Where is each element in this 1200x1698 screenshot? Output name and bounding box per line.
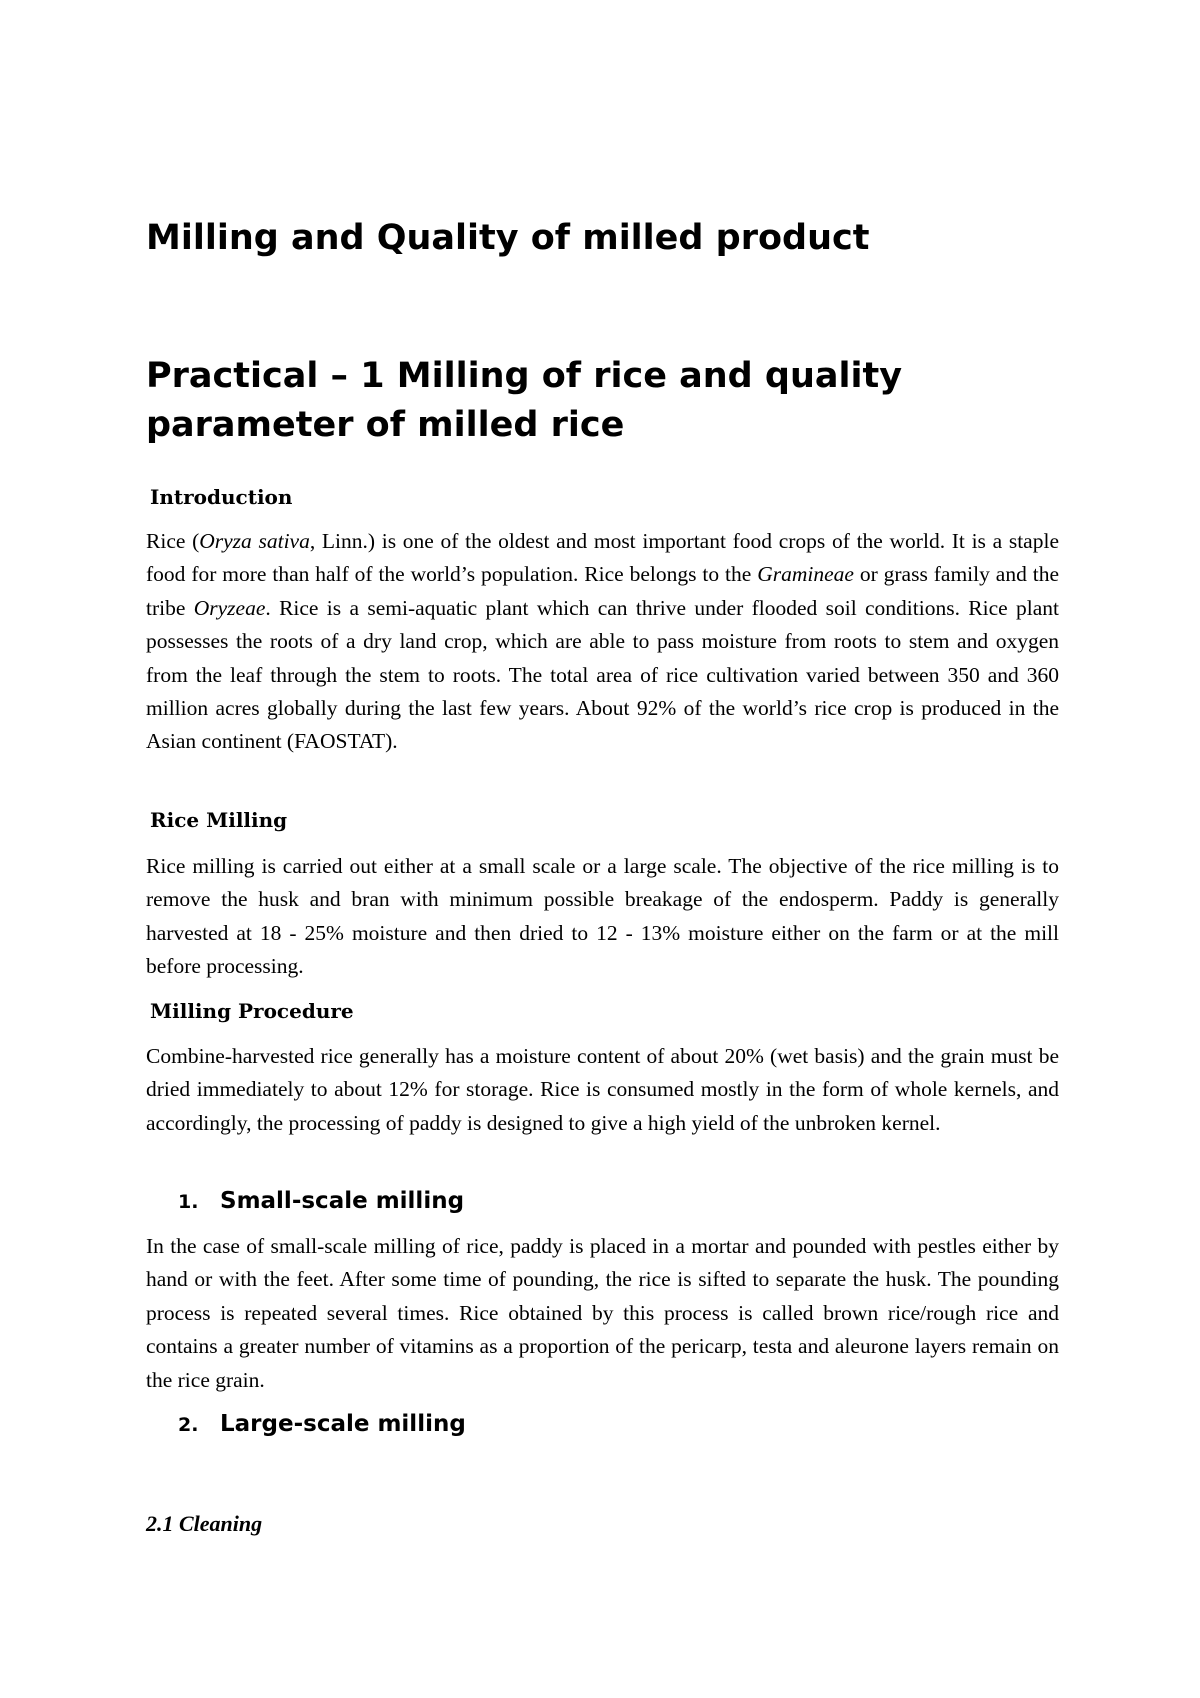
rice-milling-paragraph: Rice milling is carried out either at a small scale or a large scale. The objective of the rice milling is to remove the husk and bran with minimum possible breakage of the endosperm. Paddy is generally harvested at 18 - 25% moisture and then dried to 12 - 13% moisture either on the farm or at the mill before processing. <box>146 854 1059 979</box>
milling-procedure-paragraph: Combine-harvested rice generally has a moisture content of about 20% (wet basis) and the grain must be dried immediately to about 12% for storage. Rice is consumed mostly in the form of whole kernels, and accordingly, the processing of paddy is designed to give a high yield of the unbroken kernel. <box>146 1044 1059 1135</box>
large-scale-number: 2. <box>178 1414 199 1436</box>
introduction-heading: Introduction <box>150 485 293 509</box>
small-scale-title: Small-scale milling <box>220 1188 465 1214</box>
rice-milling-heading: Rice Milling <box>150 808 288 832</box>
intro-italic-oryzeae: Oryzeae <box>193 595 266 620</box>
large-scale-milling-heading <box>178 1407 466 1442</box>
intro-italic-gramineae: Gramineae <box>757 562 854 587</box>
cleaning-subheading: 2.1 Cleaning <box>146 1511 263 1536</box>
large-scale-title: Large-scale milling <box>220 1411 466 1437</box>
document-title: Milling and Quality of milled product <box>146 218 870 258</box>
milling-procedure-heading: Milling Procedure <box>150 999 354 1023</box>
practical-heading <box>146 352 902 450</box>
small-scale-milling-heading <box>178 1184 464 1219</box>
intro-italic-oryza-sativa: Oryza sativa <box>199 529 310 553</box>
intro-text-1: Rice ( <box>146 529 200 553</box>
practical-heading-line2: parameter of milled rice <box>146 405 625 445</box>
intro-text-3: or grass family and the tribe <box>146 562 1059 620</box>
intro-text-2: , Linn.) is one of the oldest and most important food crops of the world. It is a staple food for more than half of the world’s population. Rice belongs to the <box>146 529 1059 587</box>
introduction-paragraph <box>146 525 1059 759</box>
small-scale-paragraph: In the case of small-scale milling of rice, paddy is placed in a mortar and pounded with pestles either by hand or with the feet. After some time of pounding, the rice is sifted to separate the husk. The pounding process is repeated several times. Rice obtained by this process is called brown rice/rough rice and contains a greater number of vitamins as a proportion of the pericarp, testa and aleurone layers remain on the rice grain. <box>146 1234 1059 1392</box>
small-scale-number: 1. <box>178 1191 199 1213</box>
practical-heading-line1: Practical – 1 Milling of rice and quality <box>146 356 903 396</box>
intro-text-4: . Rice is a semi-aquatic plant which can thrive under flooded soil conditions. Rice plant possesses the roots of a dry land crop, which are able to pass moisture from roots to stem and oxygen from the leaf through the stem to roots. The total area of rice cultivation varied between 350 and 360 million acres globally during the last few years. About 92% of the world’s rice crop is produced in the Asian continent (FAOSTAT). <box>146 595 1059 754</box>
